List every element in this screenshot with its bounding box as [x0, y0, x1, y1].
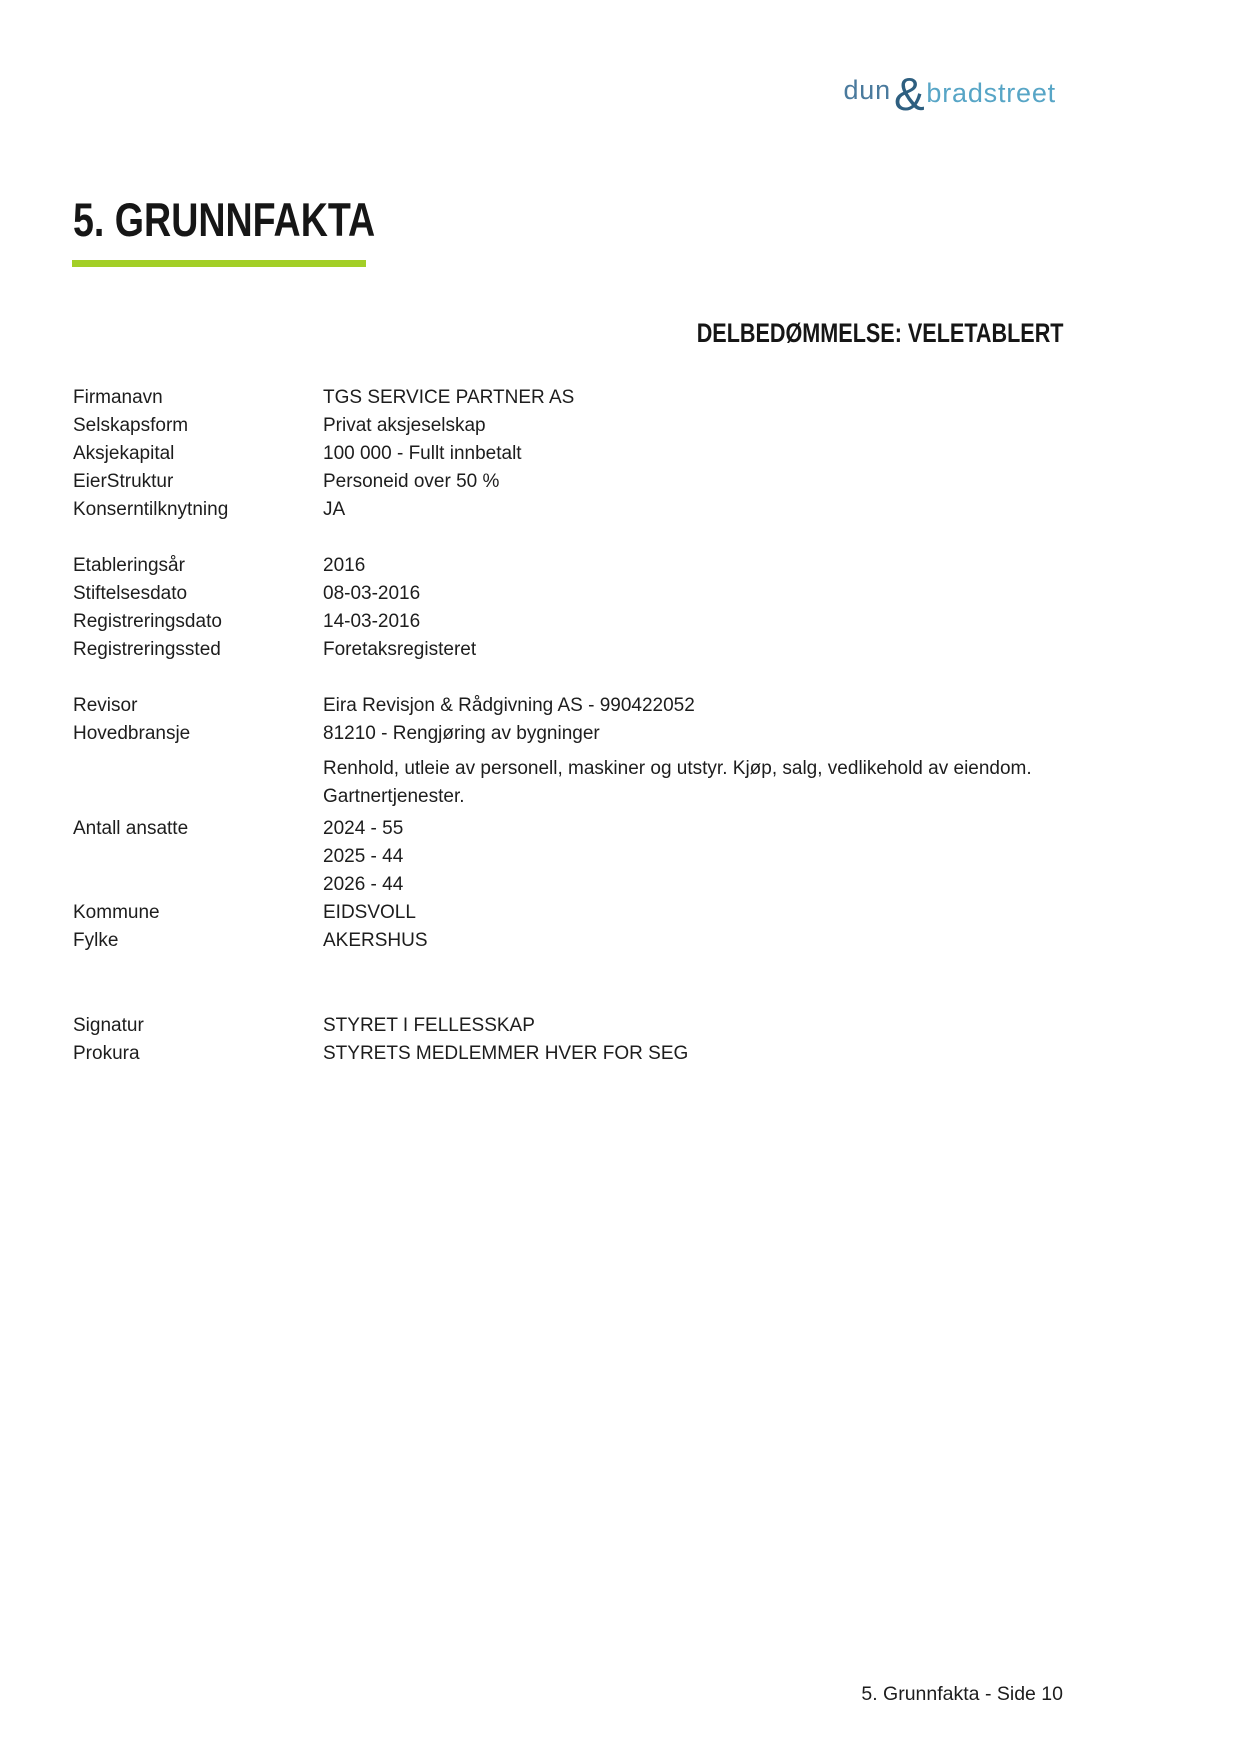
facts-group	[73, 384, 1068, 524]
fact-row	[73, 412, 1068, 440]
fact-value	[323, 927, 1068, 955]
fact-value-line: 100 000 - Fullt innbetalt	[323, 443, 522, 464]
fact-label: Kommune	[73, 902, 160, 923]
fact-value	[323, 755, 1068, 811]
fact-row	[73, 496, 1068, 524]
fact-value-line: Renhold, utleie av personell, maskiner og utstyr. Kjøp, salg, vedlikehold av eiendom.	[323, 758, 1032, 779]
fact-value-line: JA	[323, 499, 346, 520]
fact-label: Konserntilknytning	[73, 499, 229, 520]
fact-label: Fylke	[73, 930, 119, 951]
accent-rule	[72, 260, 366, 267]
fact-label: Aksjekapital	[73, 443, 175, 464]
facts-group	[73, 552, 1068, 664]
fact-value-line: Gartnertjenester.	[323, 786, 465, 807]
fact-value	[323, 496, 1068, 524]
fact-value-line: Personeid over 50 %	[323, 471, 500, 492]
fact-label: Registreringssted	[73, 639, 221, 660]
facts-group	[73, 692, 1068, 955]
fact-value-line: 2026 - 44	[323, 874, 404, 895]
fact-value	[323, 636, 1068, 664]
sub-rating: DELBEDØMMELSE: VELETABLERT	[696, 318, 1063, 348]
fact-value-line: Privat aksjeselskap	[323, 415, 486, 436]
fact-row	[73, 580, 1068, 608]
fact-value-line: 2025 - 44	[323, 846, 404, 867]
fact-value-line: STYRETS MEDLEMMER HVER FOR SEG	[323, 1043, 689, 1064]
fact-value-line: Eira Revisjon & Rådgivning AS - 990422052	[323, 695, 695, 716]
fact-value	[323, 384, 1068, 412]
fact-label: EierStruktur	[73, 471, 174, 492]
fact-value-line: STYRET I FELLESSKAP	[323, 1015, 535, 1036]
fact-value	[323, 468, 1068, 496]
fact-value	[323, 412, 1068, 440]
fact-row	[73, 636, 1068, 664]
fact-value-line: 2016	[323, 555, 366, 576]
fact-label: Etableringsår	[73, 555, 185, 576]
fact-row	[73, 1012, 1068, 1040]
fact-row	[73, 815, 1068, 899]
fact-value-line: EIDSVOLL	[323, 902, 416, 923]
fact-row	[73, 927, 1068, 955]
fact-label: Revisor	[73, 695, 138, 716]
fact-value	[323, 1012, 1068, 1040]
fact-value	[323, 580, 1068, 608]
fact-value-line: 14-03-2016	[323, 611, 421, 632]
page-title: 5. GRUNNFAKTA	[73, 193, 376, 246]
fact-value-line: 81210 - Rengjøring av bygninger	[323, 723, 600, 744]
fact-label: Prokura	[73, 1043, 140, 1064]
fact-label: Stiftelsesdato	[73, 583, 188, 604]
fact-label: Firmanavn	[73, 387, 163, 408]
fact-value-line: Foretaksregisteret	[323, 639, 477, 660]
fact-row	[73, 692, 1068, 720]
logo-ampersand-icon: &	[893, 68, 926, 120]
fact-value	[323, 1040, 1068, 1068]
page-footer: 5. Grunnfakta - Side 10	[861, 1683, 1063, 1705]
facts-group	[73, 1012, 1068, 1068]
fact-value-line: 2024 - 55	[323, 818, 404, 839]
fact-label: Signatur	[73, 1015, 144, 1036]
fact-value	[323, 608, 1068, 636]
fact-row	[73, 720, 1068, 748]
fact-label: Antall ansatte	[73, 818, 189, 839]
fact-row	[73, 899, 1068, 927]
fact-row	[73, 608, 1068, 636]
fact-value	[323, 440, 1068, 468]
fact-label: Selskapsform	[73, 415, 189, 436]
fact-row	[73, 468, 1068, 496]
dun-bradstreet-logo	[843, 68, 1056, 120]
fact-value-line: TGS SERVICE PARTNER AS	[323, 387, 575, 408]
fact-row	[73, 440, 1068, 468]
fact-value	[323, 899, 1068, 927]
fact-label: Hovedbransje	[73, 723, 191, 744]
facts-table	[73, 384, 1068, 1068]
logo-word-dun: dun	[843, 74, 891, 105]
fact-row	[73, 755, 1068, 811]
logo-word-bradstreet: bradstreet	[926, 77, 1056, 108]
fact-value	[323, 692, 1068, 720]
fact-row	[73, 552, 1068, 580]
fact-value	[323, 720, 1068, 748]
fact-value-line: AKERSHUS	[323, 930, 428, 951]
fact-value	[323, 552, 1068, 580]
fact-label: Registreringsdato	[73, 611, 222, 632]
fact-value-line: 08-03-2016	[323, 583, 421, 604]
fact-row	[73, 384, 1068, 412]
fact-value	[323, 815, 1068, 899]
fact-row	[73, 1040, 1068, 1068]
